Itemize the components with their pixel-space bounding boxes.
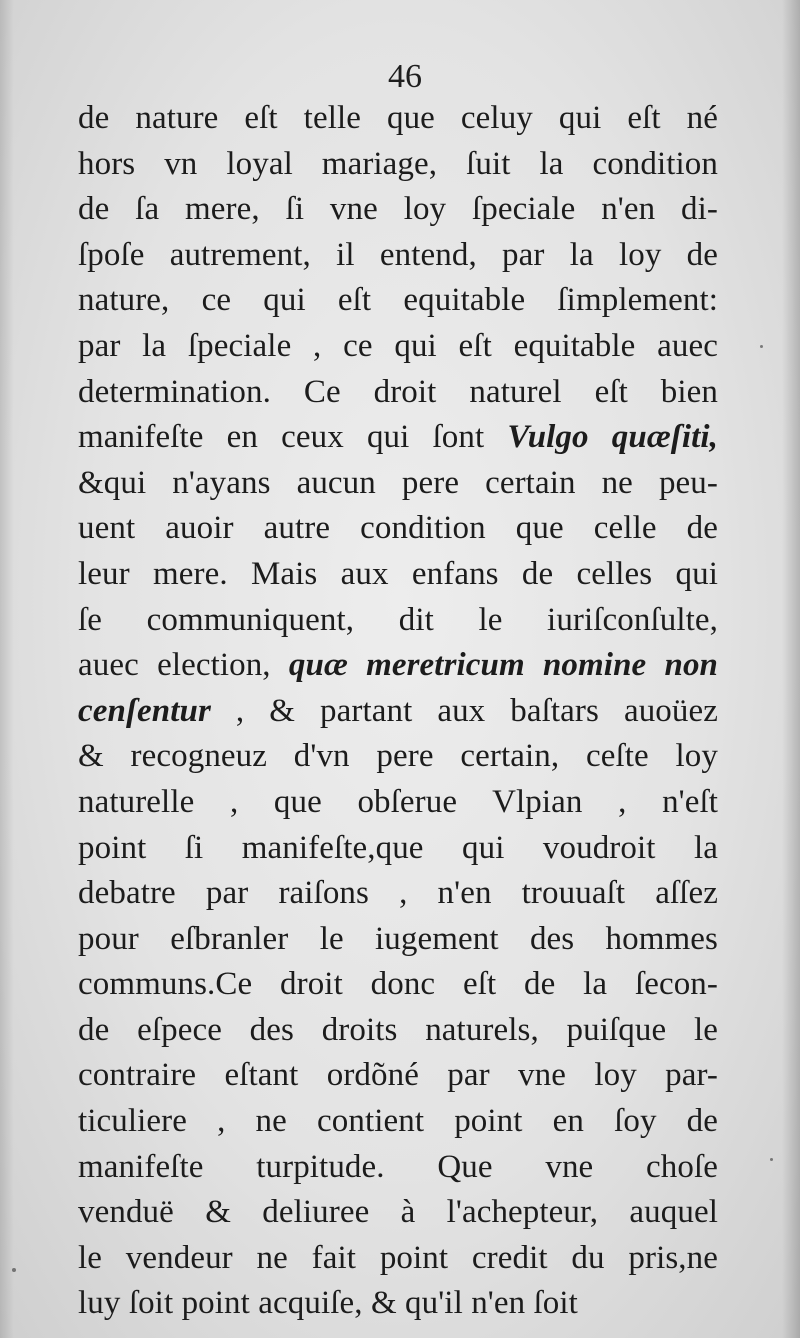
text-line (78, 1281, 718, 1327)
text-segment: naturelle , que obſerue Vlpian , n'eſt (78, 783, 718, 820)
text-line (78, 734, 718, 780)
text-line (78, 780, 718, 826)
text-line (78, 1008, 718, 1054)
text-segment: leur mere. Mais aux enfans de celles qui (78, 555, 718, 592)
text-line (78, 233, 718, 279)
text-segment: communs.Ce droit donc eſt de la ſecon- (78, 966, 718, 1003)
text-segment: manifeſte en ceux qui ſont (78, 419, 508, 456)
text-segment: manifeſte turpitude. Que vne choſe (78, 1148, 718, 1185)
ink-speck (760, 345, 763, 348)
text-line (78, 278, 718, 324)
text-segment: le vendeur ne fait point credit du pris,ne (78, 1239, 718, 1276)
text-line (78, 962, 718, 1008)
text-line (78, 370, 718, 416)
italic-latin-phrase: Vulgo quæſiti, (507, 419, 718, 456)
text-segment: , & partant aux baſtars auoüez (210, 692, 718, 729)
text-segment: debatre par raiſons , n'en trouuaſt aſſez (78, 875, 718, 912)
text-segment: de ſa mere, ſi vne loy ſpeciale n'en di- (78, 191, 718, 228)
text-line (78, 1053, 718, 1099)
text-line (78, 917, 718, 963)
text-line (78, 96, 718, 142)
text-line (78, 598, 718, 644)
text-line (78, 826, 718, 872)
text-segment: ſpoſe autrement, il entend, par la loy de (78, 236, 718, 273)
text-line (78, 324, 718, 370)
text-segment: &qui n'ayans aucun pere certain ne peu- (78, 464, 718, 501)
page-gutter-shadow (0, 0, 14, 1338)
text-line (78, 643, 718, 689)
text-segment: auec election, (78, 647, 289, 684)
text-segment: uent auoir autre condition que celle de (78, 510, 718, 547)
text-segment: de nature eſt telle que celuy qui eſt né (78, 100, 718, 136)
text-segment: pour eſbranler le iugement des hommes (78, 920, 718, 957)
text-line (78, 461, 718, 507)
text-line (78, 1099, 718, 1145)
text-segment: determination. Ce droit naturel eſt bien (78, 373, 718, 410)
text-line (78, 871, 718, 917)
ink-speck (770, 1158, 773, 1161)
text-segment: de eſpece des droits naturels, puiſque le (78, 1011, 718, 1048)
text-line (78, 142, 718, 188)
text-line (78, 506, 718, 552)
text-segment: point ſi manifeſte,que qui voudroit la (78, 829, 718, 866)
text-line (78, 689, 718, 735)
text-line (78, 415, 718, 461)
text-segment: venduë & deliuree à l'achepteur, auquel (78, 1194, 718, 1231)
text-segment: contraire eſtant ordõné par vne loy par- (78, 1057, 718, 1094)
text-line (78, 1190, 718, 1236)
text-line (78, 552, 718, 598)
text-segment: luy ſoit point acquiſe, & qu'il n'en ſoit (78, 1285, 578, 1322)
text-line (78, 187, 718, 233)
text-segment: ſe communiquent, dit le iuriſconſulte, (78, 601, 718, 638)
ink-speck (12, 1268, 16, 1272)
page-number: 46 (388, 58, 422, 95)
text-segment: ticuliere , ne contient point en ſoy de (78, 1103, 718, 1140)
italic-latin-phrase: quæ meretricum nomine non (288, 647, 718, 684)
text-line (78, 1236, 718, 1282)
text-segment: & recogneuz d'vn pere certain, ceſte loy (78, 738, 718, 775)
page-edge-shadow (782, 0, 800, 1338)
italic-latin-phrase: cenſentur (78, 692, 211, 729)
body-text (78, 96, 718, 1327)
text-segment: par la ſpeciale , ce qui eſt equitable auec (78, 327, 718, 364)
text-line (78, 1145, 718, 1191)
text-segment: nature, ce qui eſt equitable ſimplement: (78, 282, 718, 319)
text-segment: hors vn loyal mariage, ſuit la condition (78, 145, 718, 182)
